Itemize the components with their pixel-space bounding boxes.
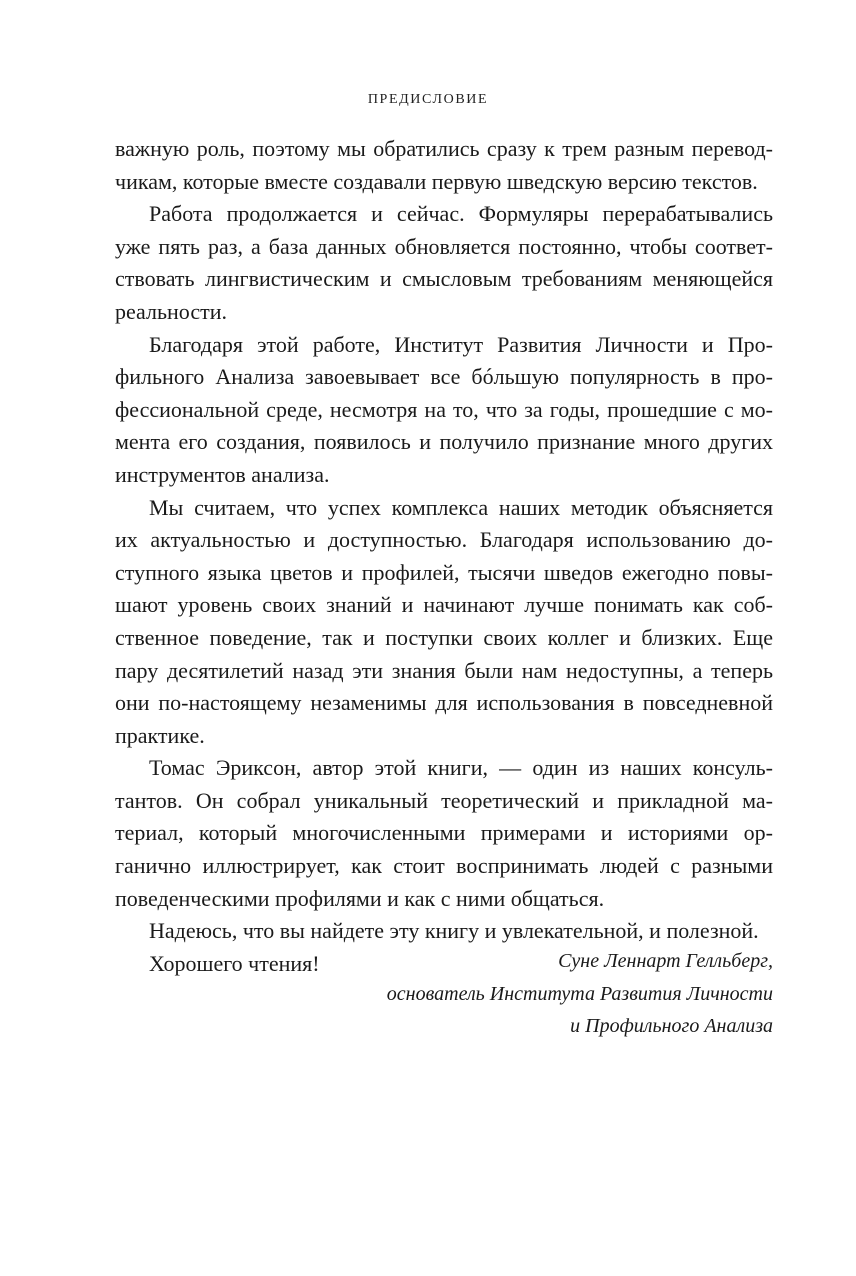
signature xyxy=(387,945,773,1043)
text-line: Благодаря этой работе, Институт Развития Личности и Про- xyxy=(149,331,773,357)
text-line: Томас Эриксон, автор этой книги, — один из наших консуль- xyxy=(149,755,773,781)
text-line: Работа продолжается и сейчас. Формуляры перерабатывались xyxy=(149,201,773,227)
text-line: тантов. Он собрал уникальный теоретический и прикладной ма- xyxy=(115,787,773,813)
text-line: уже пять раз, а база данных обновляется постоянно, чтобы соответ- xyxy=(115,233,773,259)
text-line: шают уровень своих знаний и начинают лучше понимать как соб- xyxy=(115,592,773,618)
text-line: они по-настоящему незаменимы для использования в повседневной xyxy=(115,690,773,716)
text-line: Хорошего чтения! xyxy=(149,950,320,976)
text-line: поведенческими профилями и как с ними общаться. xyxy=(115,885,605,911)
text-line: пару десятилетий назад эти знания были нам недоступны, а теперь xyxy=(115,657,773,683)
text-line: их актуальностью и доступностью. Благодаря использованию до- xyxy=(115,527,773,553)
text-line: инструментов анализа. xyxy=(115,461,330,487)
text-line: чикам, которые вместе создавали первую шведскую версию текстов. xyxy=(115,168,758,194)
text-line: ганично иллюстрирует, как стоит воспринимать людей с разными xyxy=(115,853,773,879)
text-line: важную роль, поэтому мы обратились сразу к трем разным перевод- xyxy=(115,136,773,161)
text-line: Мы считаем, что успех комплекса наших методик объясняется xyxy=(149,494,773,520)
text-line: ственное поведение, так и поступки своих коллег и близких. Еще xyxy=(115,624,773,650)
text-line: териал, который многочисленными примерами и историями ор- xyxy=(115,820,773,846)
running-head: ПРЕДИСЛОВИЕ xyxy=(367,92,489,107)
signature-role-continued: и Профильного Анализа xyxy=(570,1015,773,1038)
text-line: ствовать лингвистическим и смысловым требованиям меняющейся xyxy=(115,266,773,292)
text-line: ступного языка цветов и профилей, тысячи шведов ежегодно повы- xyxy=(115,559,773,585)
signature-name: Суне Леннарт Гелльберг, xyxy=(558,950,773,972)
signature-role: основатель Института Развития Личности xyxy=(386,982,773,1005)
text-line: практике. xyxy=(115,722,205,748)
text-line: Надеюсь, что вы найдете эту книгу и увлекательной, и полезной. xyxy=(149,918,759,944)
text-line: реальности. xyxy=(115,298,227,324)
text-line: фильного Анализа завоевывает все бóльшую популярность в про- xyxy=(115,364,773,390)
text-line: фессиональной среде, несмотря на то, что за годы, прошедшие с мо- xyxy=(115,396,773,422)
text-line: мента его создания, появилось и получило признание много других xyxy=(115,429,773,455)
body-text xyxy=(115,133,773,980)
